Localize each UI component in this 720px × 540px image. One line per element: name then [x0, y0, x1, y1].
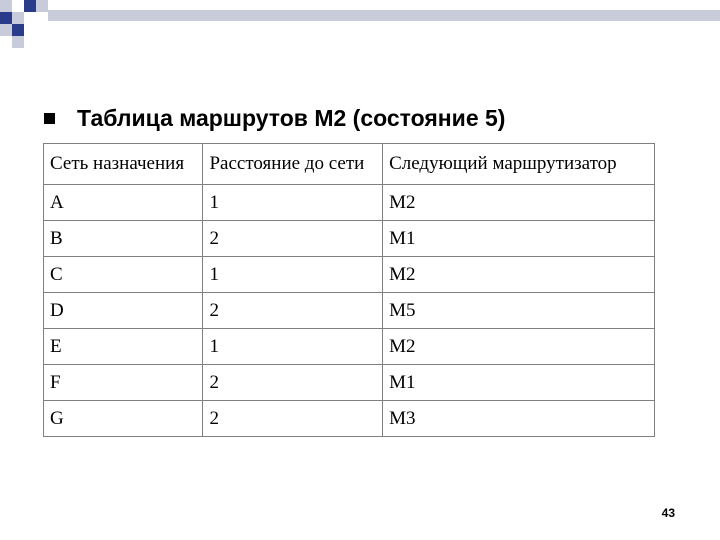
decor-square	[0, 36, 12, 48]
decor-square	[0, 12, 12, 24]
cell-destination: D	[44, 293, 203, 329]
slide-title: Таблица маршрутов М2 (состояние 5)	[77, 104, 506, 131]
header-decoration	[0, 0, 720, 60]
cell-distance: 2	[203, 401, 383, 437]
cell-distance: 1	[203, 257, 383, 293]
cell-destination: B	[44, 221, 203, 257]
cell-next-hop: M2	[383, 329, 655, 365]
cell-distance: 2	[203, 221, 383, 257]
table-row	[44, 293, 655, 329]
cell-distance: 2	[203, 365, 383, 401]
page-number: 43	[661, 506, 675, 520]
header-next-hop: Следующий маршрутизатор	[383, 144, 655, 185]
decor-square	[12, 24, 24, 36]
decor-square	[0, 24, 12, 36]
slide-title-row	[40, 98, 505, 138]
cell-next-hop: M1	[383, 365, 655, 401]
cell-next-hop: M2	[383, 185, 655, 221]
decor-square	[24, 12, 36, 24]
decor-square	[36, 0, 48, 12]
cell-distance: 1	[203, 329, 383, 365]
cell-distance: 2	[203, 293, 383, 329]
table-row	[44, 257, 655, 293]
decor-square	[12, 36, 24, 48]
cell-next-hop: M3	[383, 401, 655, 437]
cell-destination: G	[44, 401, 203, 437]
table-row	[44, 221, 655, 257]
table-row	[44, 365, 655, 401]
decor-bar	[48, 10, 720, 21]
table-row	[44, 185, 655, 221]
table-row	[44, 401, 655, 437]
bullet-square-icon	[44, 113, 55, 124]
decor-square	[12, 12, 24, 24]
table-header-row	[44, 144, 655, 185]
decor-square	[12, 0, 24, 12]
cell-destination: E	[44, 329, 203, 365]
cell-destination: F	[44, 365, 203, 401]
decor-square	[0, 0, 12, 12]
header-distance: Расстояние до сети	[203, 144, 383, 185]
cell-next-hop: M5	[383, 293, 655, 329]
routing-table	[43, 143, 655, 437]
table-row	[44, 329, 655, 365]
cell-destination: C	[44, 257, 203, 293]
cell-next-hop: M1	[383, 221, 655, 257]
cell-next-hop: M2	[383, 257, 655, 293]
cell-distance: 1	[203, 185, 383, 221]
cell-destination: A	[44, 185, 203, 221]
decor-square	[24, 0, 36, 12]
header-destination: Сеть назначения	[44, 144, 203, 185]
